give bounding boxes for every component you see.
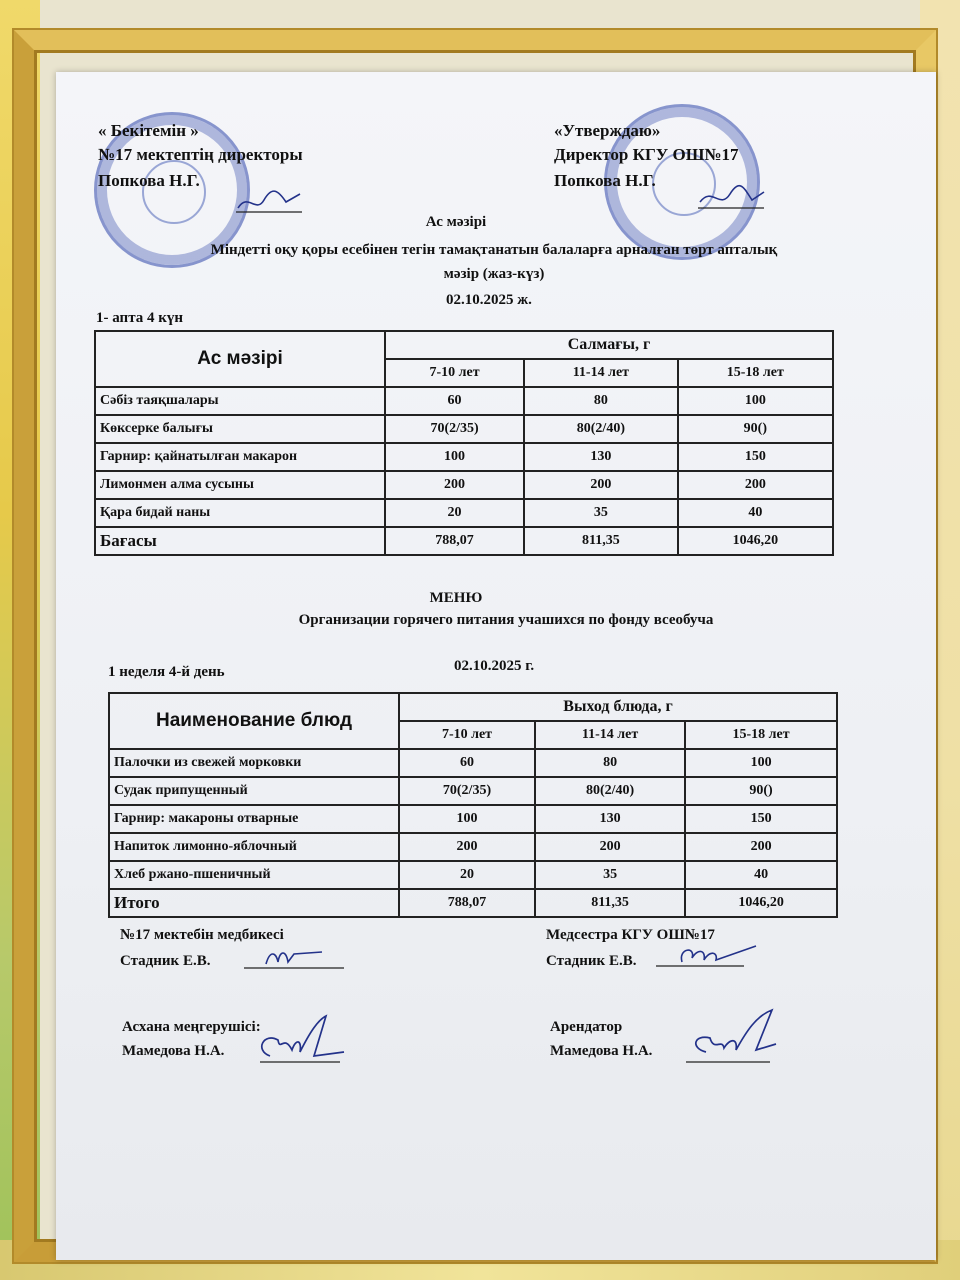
- total-label: Бағасы: [95, 527, 385, 555]
- kz-date: 02.10.2025 ж.: [446, 292, 532, 308]
- kz-col-group-header: Салмағы, г: [385, 331, 833, 359]
- dish-value: 200: [685, 833, 837, 861]
- kz-subtitle-2: мәзір (жаз-күз): [443, 266, 545, 282]
- total-value: 1046,20: [685, 889, 837, 917]
- approval-left-line1: « Бекітемін »: [98, 121, 199, 140]
- total-row: [95, 527, 833, 555]
- tenant-name: Мамедова Н.А.: [550, 1043, 653, 1059]
- total-label: Итого: [109, 889, 399, 917]
- kz-title: Ас мәзірі: [425, 214, 487, 230]
- dish-value: 60: [385, 387, 524, 415]
- total-value: 1046,20: [678, 527, 833, 555]
- signature-tenant: [676, 1008, 786, 1072]
- table-row: [95, 415, 833, 443]
- table-row: [95, 471, 833, 499]
- ru-date: 02.10.2025 г.: [454, 658, 535, 674]
- table-row: [95, 443, 833, 471]
- dish-name: Палочки из свежей морковки: [109, 749, 399, 777]
- signature-nurse-ru: [656, 936, 766, 972]
- dish-value: 130: [524, 443, 678, 471]
- dish-value: 200: [385, 471, 524, 499]
- table-row: [95, 387, 833, 415]
- kz-age-header: 11-14 лет: [524, 359, 678, 387]
- dish-name: Судак припущенный: [109, 777, 399, 805]
- ru-subtitle: Организации горячего питания учашихся по фонду всеобуча: [298, 612, 714, 628]
- nurse-kz-title: №17 мектебін медбикесі: [120, 927, 284, 943]
- kz-age-header: 7-10 лет: [385, 359, 524, 387]
- table-row: [109, 861, 837, 889]
- kz-menu-table: [94, 330, 834, 556]
- ru-age-header: 11-14 лет: [535, 721, 685, 749]
- table-row: [109, 749, 837, 777]
- dish-value: 200: [678, 471, 833, 499]
- kz-age-header: 15-18 лет: [678, 359, 833, 387]
- approval-left: [98, 120, 303, 192]
- menu-sheet: [56, 72, 936, 1260]
- picture-frame: [14, 30, 936, 1262]
- nurse-ru-title: Медсестра КГУ ОШ№17: [546, 927, 715, 943]
- ru-menu-table: [108, 692, 838, 918]
- approval-right-line1: «Утверждаю»: [554, 121, 661, 140]
- signature-nurse-kz: [244, 940, 344, 974]
- dish-value: 40: [678, 499, 833, 527]
- dish-value: 20: [399, 861, 535, 889]
- dish-value: 100: [399, 805, 535, 833]
- dish-value: 200: [535, 833, 685, 861]
- dish-value: 70(2/35): [399, 777, 535, 805]
- ru-age-header: 7-10 лет: [399, 721, 535, 749]
- dish-value: 40: [685, 861, 837, 889]
- dish-value: 35: [524, 499, 678, 527]
- total-value: 788,07: [385, 527, 524, 555]
- table-row: [109, 777, 837, 805]
- approval-right-line3: Попкова Н.Г.: [554, 171, 656, 190]
- ru-col-group-header: Выход блюда, г: [399, 693, 837, 721]
- ru-title: МЕНЮ: [429, 590, 483, 606]
- dish-name: Сәбіз таяқшалары: [95, 387, 385, 415]
- kz-col-name-header: Ас мәзірі: [95, 331, 385, 387]
- dish-value: 90(): [685, 777, 837, 805]
- dish-value: 60: [399, 749, 535, 777]
- dish-name: Гарнир: қайнатылған макарон: [95, 443, 385, 471]
- dish-value: 150: [678, 443, 833, 471]
- dish-value: 200: [524, 471, 678, 499]
- approval-left-line3: Попкова Н.Г.: [98, 171, 200, 190]
- nurse-ru-name: Стадник Е.В.: [546, 953, 637, 969]
- total-value: 788,07: [399, 889, 535, 917]
- ru-week-day: 1 неделя 4-й день: [108, 664, 225, 680]
- approval-right-line2: Директор КГУ ОШ№17: [554, 145, 739, 164]
- canteen-name: Мамедова Н.А.: [122, 1043, 225, 1059]
- ru-age-header: 15-18 лет: [685, 721, 837, 749]
- dish-value: 90(): [678, 415, 833, 443]
- dish-name: Гарнир: макароны отварные: [109, 805, 399, 833]
- ru-col-name-header: Наименование блюд: [109, 693, 399, 749]
- dish-value: 100: [385, 443, 524, 471]
- dish-name: Қара бидай наны: [95, 499, 385, 527]
- table-row: [95, 499, 833, 527]
- dish-value: 200: [399, 833, 535, 861]
- signature-canteen: [240, 1012, 350, 1072]
- dish-value: 150: [685, 805, 837, 833]
- dish-value: 100: [685, 749, 837, 777]
- dish-value: 100: [678, 387, 833, 415]
- kz-subtitle-1: Міндетті оқу қоры есебінен тегін тамақтанатын балаларға арналған төрт апталық: [210, 242, 778, 258]
- dish-name: Көксерке балығы: [95, 415, 385, 443]
- dish-value: 35: [535, 861, 685, 889]
- nurse-kz-name: Стадник Е.В.: [120, 953, 211, 969]
- tenant-title: Арендатор: [550, 1019, 623, 1035]
- tenant-block: [550, 1016, 652, 1062]
- signature-director-left: [234, 184, 304, 218]
- canteen-title: Асхана меңгерушісі:: [122, 1019, 261, 1035]
- dish-value: 130: [535, 805, 685, 833]
- dish-value: 80(2/40): [524, 415, 678, 443]
- dish-name: Напиток лимонно-яблочный: [109, 833, 399, 861]
- table-row: [109, 805, 837, 833]
- dish-value: 70(2/35): [385, 415, 524, 443]
- signature-director-right: [696, 180, 766, 214]
- total-row: [109, 889, 837, 917]
- dish-value: 20: [385, 499, 524, 527]
- dish-name: Лимонмен алма сусыны: [95, 471, 385, 499]
- dish-value: 80: [524, 387, 678, 415]
- total-value: 811,35: [535, 889, 685, 917]
- approval-left-line2: №17 мектептің директоры: [98, 145, 303, 164]
- table-row: [109, 833, 837, 861]
- total-value: 811,35: [524, 527, 678, 555]
- dish-value: 80: [535, 749, 685, 777]
- dish-value: 80(2/40): [535, 777, 685, 805]
- kz-week-day: 1- апта 4 күн: [96, 310, 184, 326]
- dish-name: Хлеб ржано-пшеничный: [109, 861, 399, 889]
